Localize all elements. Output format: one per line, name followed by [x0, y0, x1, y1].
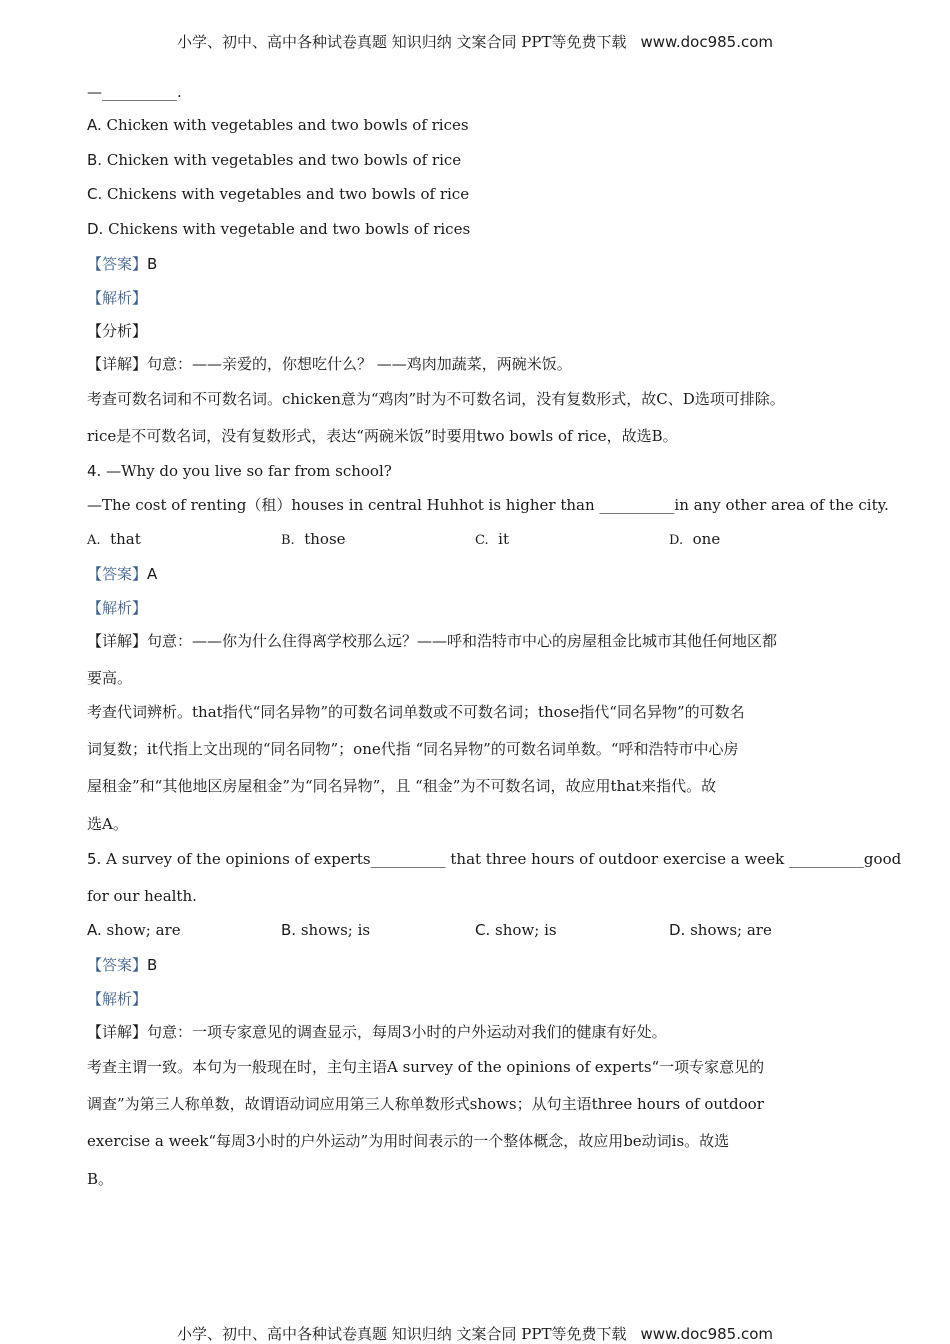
answer-value: B	[147, 255, 158, 273]
detail-text: 句意：——亲爱的，你想吃什么？ ——鸡肉加蔬菜，两碗米饭。	[147, 355, 572, 373]
page-footer	[0, 1323, 950, 1344]
detail-label: 【详解】	[87, 1023, 148, 1041]
option-key: A.	[87, 116, 102, 134]
q4-explain-2: 词复数；it代指上文出现的“同名同物”；one代指 “同名异物”的可数名词单数。“呼和浩特市中心房	[87, 740, 739, 758]
q4-option-d: D. one	[669, 530, 721, 548]
q3-explain-2: rice是不可数名词，没有复数形式，表达“两碗米饭”时要用two bowls of rice，故选B。	[87, 427, 678, 445]
q4-option-a: A. that	[87, 530, 141, 548]
page-header	[0, 31, 950, 52]
q3-option-d	[87, 219, 470, 239]
stem-text: —Why do you live so far from school?	[106, 462, 392, 480]
q4-option-b: B. those	[281, 530, 346, 548]
q5-options	[87, 920, 867, 940]
footer-url[interactable]: www.doc985.com	[640, 1325, 774, 1343]
header-text: 小学、初中、高中各种试卷真题 知识归纳 文案合同 PPT等免费下载	[176, 33, 627, 51]
footer-text: 小学、初中、高中各种试卷真题 知识归纳 文案合同 PPT等免费下载	[176, 1325, 627, 1343]
q3-option-a	[87, 115, 469, 135]
option-key: C.	[87, 185, 103, 203]
q3-option-b	[87, 150, 461, 170]
q5-detail	[87, 1022, 667, 1042]
answer-label: 【答案】	[87, 565, 148, 583]
question-number: 4.	[87, 462, 102, 480]
q5-explain-3: exercise a week“每周3小时的户外运动”为用时间表示的一个整体概念，故应用be动词is。故选	[87, 1132, 730, 1150]
q4-analysis-label: 【解析】	[87, 599, 148, 617]
q4-options	[87, 529, 867, 549]
q5-explain-1: 考查主谓一致。本句为一般现在时，主句主语A survey of the opinions of experts“一项专家意见的	[87, 1058, 765, 1076]
q3-stem-tail: —__________.	[87, 83, 182, 101]
q3-analysis-label: 【解析】	[87, 289, 148, 307]
answer-label: 【答案】	[87, 255, 148, 273]
q3-answer	[87, 254, 157, 274]
q4-option-c: C. it	[475, 530, 509, 548]
answer-value: A	[147, 565, 158, 583]
question-number: 5.	[87, 850, 102, 868]
q5-option-b: B. shows; is	[281, 921, 371, 939]
q5-analysis-label: 【解析】	[87, 990, 148, 1008]
detail-text: 句意：一项专家意见的调查显示，每周3小时的户外运动对我们的健康有好处。	[147, 1023, 667, 1041]
q4-detail-1	[87, 631, 777, 651]
q4-answer	[87, 564, 157, 584]
detail-text: 句意：——你为什么住得离学校那么远？——呼和浩特市中心的房屋租金比城市其他任何地区都	[147, 632, 778, 650]
q5-option-c: C. show; is	[475, 921, 557, 939]
q4-explain-3: 屋租金”和“其他地区房屋租金”为“同名异物”，且 “租金”为不可数名词，故应用that来指代。故	[87, 777, 717, 795]
q4-stem-2: —The cost of renting（租）houses in central Huhhot is higher than __________in any other area of the city.	[87, 496, 889, 514]
answer-label: 【答案】	[87, 956, 148, 974]
detail-label: 【详解】	[87, 632, 148, 650]
answer-value: B	[147, 956, 158, 974]
q3-fenxi-label: 【分析】	[87, 322, 148, 340]
option-text: Chicken with vegetables and two bowls of rices	[106, 116, 469, 134]
stem-text: A survey of the opinions of experts__________ that three hours of outdoor exercise a week __________good	[106, 850, 902, 868]
option-text: Chicken with vegetables and two bowls of rice	[106, 151, 462, 169]
q5-explain-2: 调查”为第三人称单数，故谓语动词应用第三人称单数形式shows；从句主语three hours of outdoor	[87, 1095, 764, 1113]
option-text: Chickens with vegetables and two bowls of rice	[107, 185, 470, 203]
q5-explain-4: B。	[87, 1170, 114, 1188]
q5-option-a: A. show; are	[87, 921, 181, 939]
header-url[interactable]: www.doc985.com	[640, 33, 774, 51]
q4-detail-2: 要高。	[87, 669, 133, 687]
option-key: B.	[87, 151, 103, 169]
q5-stem-1	[87, 849, 901, 869]
q5-answer	[87, 955, 157, 975]
q5-option-d: D. shows; are	[669, 921, 772, 939]
q4-stem-1	[87, 461, 392, 481]
q4-explain-4: 选A。	[87, 815, 128, 833]
q4-explain-1: 考查代词辨析。that指代“同名异物”的可数名词单数或不可数名词；those指代“同名异物”的可数名	[87, 703, 745, 721]
q3-detail	[87, 354, 572, 374]
q3-option-c	[87, 184, 469, 204]
q3-explain-1: 考查可数名词和不可数名词。chicken意为“鸡肉”时为不可数名词，没有复数形式，故C、D选项可排除。	[87, 390, 785, 408]
detail-label: 【详解】	[87, 355, 148, 373]
q5-stem-2: for our health.	[87, 887, 197, 905]
option-key: D.	[87, 220, 104, 238]
option-text: Chickens with vegetable and two bowls of rices	[108, 220, 471, 238]
